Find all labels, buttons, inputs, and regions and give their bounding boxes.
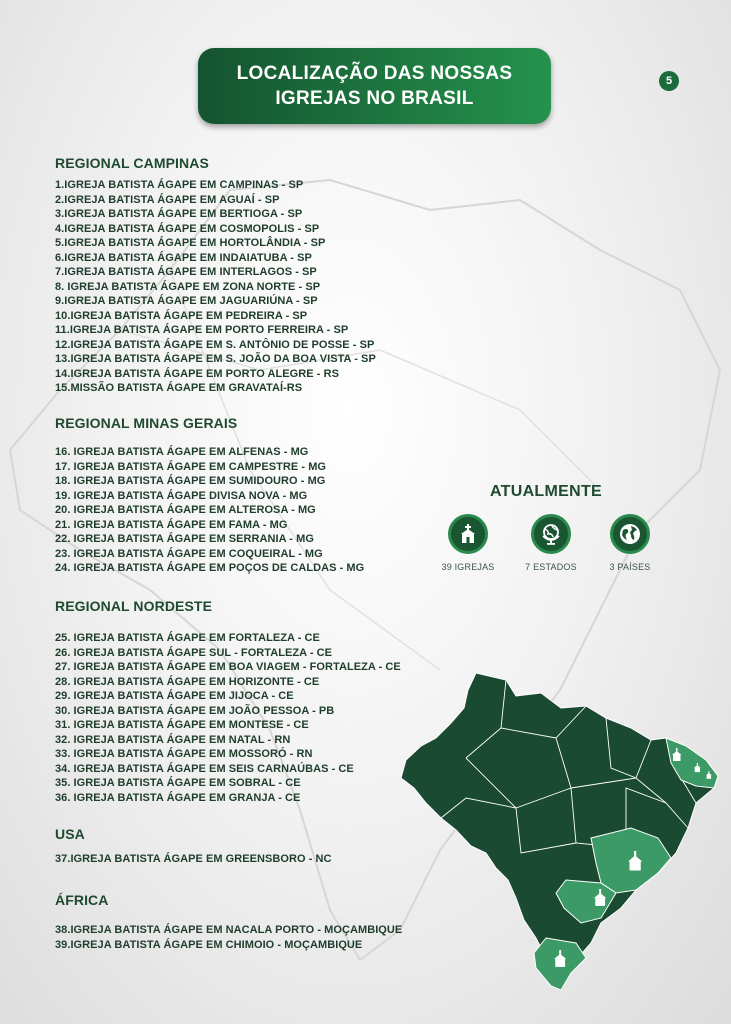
list-item: 14.IGREJA BATISTA ÁGAPE EM PORTO ALEGRE - RS <box>55 367 339 380</box>
list-item: 20. IGREJA BATISTA ÁGAPE EM ALTEROSA - MG <box>55 504 316 516</box>
list-item: 24. IGREJA BATISTA ÁGAPE EM POÇOS DE CALDAS - MG <box>55 562 365 574</box>
list-item: 37.IGREJA BATISTA ÁGAPE EM GREENSBORO - NC <box>55 853 332 865</box>
list-item: 11.IGREJA BATISTA ÁGAPE EM PORTO FERREIRA - SP <box>55 324 349 336</box>
stat-states-label: 7 ESTADOS <box>525 562 577 572</box>
page-title-line-1: LOCALIZAÇÃO DAS NOSSAS <box>236 63 513 84</box>
stat-states <box>511 514 591 572</box>
list-item: 6.IGREJA BATISTA ÁGAPE EM INDAIATUBA - SP <box>55 251 312 264</box>
list-item: 2.IGREJA BATISTA ÁGAPE EM AGUAÍ - SP <box>55 193 280 206</box>
list-item: 3.IGREJA BATISTA ÁGAPE EM BERTIOGA - SP <box>55 208 303 220</box>
earth-icon <box>610 514 650 554</box>
list-item: 26. IGREJA BATISTA ÁGAPE SUL - FORTALEZA - CE <box>55 646 333 659</box>
list-item: 10.IGREJA BATISTA ÁGAPE EM PEDREIRA - SP <box>55 309 308 322</box>
section-title-minas-gerais: REGIONAL MINAS GERAIS <box>55 415 238 431</box>
list-item: 28. IGREJA BATISTA ÁGAPE EM HORIZONTE - CE <box>55 675 320 688</box>
section-title-usa: USA <box>55 826 85 842</box>
church-icon <box>448 514 488 554</box>
list-item: 22. IGREJA BATISTA ÁGAPE EM SERRANIA - MG <box>55 533 314 545</box>
list-item: 31. IGREJA BATISTA ÁGAPE EM MONTESE - CE <box>55 719 309 731</box>
list-item: 18. IGREJA BATISTA ÁGAPE EM SUMIDOURO - MG <box>55 475 326 487</box>
stat-countries-label: 3 PAÍSES <box>609 562 651 572</box>
brazil-states-dark <box>401 673 718 973</box>
list-item: 38.IGREJA BATISTA ÁGAPE EM NACALA PORTO - MOÇAMBIQUE <box>55 924 403 936</box>
list-item: 5.IGREJA BATISTA ÁGAPE EM HORTOLÂNDIA - SP <box>55 237 326 249</box>
page-title-banner <box>198 48 551 124</box>
stat-churches <box>428 514 508 572</box>
globe-stand-icon <box>531 514 571 554</box>
page-title-line-2: IGREJAS NO BRASIL <box>275 88 474 109</box>
list-item: 33. IGREJA BATISTA ÁGAPE EM MOSSORÓ - RN <box>55 748 313 760</box>
brazil-map <box>396 668 726 998</box>
list-item: 32. IGREJA BATISTA ÁGAPE EM NATAL - RN <box>55 733 291 746</box>
list-item: 19. IGREJA BATISTA ÁGAPE DIVISA NOVA - MG <box>55 489 308 502</box>
list-item: 1.IGREJA BATISTA ÁGAPE EM CAMPINAS - SP <box>55 179 304 191</box>
section-title-africa: ÁFRICA <box>55 892 109 908</box>
list-item: 29. IGREJA BATISTA ÁGAPE EM JIJOCA - CE <box>55 690 294 702</box>
list-item: 12.IGREJA BATISTA ÁGAPE EM S. ANTÔNIO DE POSSE - SP <box>55 338 375 351</box>
list-item: 36. IGREJA BATISTA ÁGAPE EM GRANJA - CE <box>55 791 301 804</box>
section-title-campinas: REGIONAL CAMPINAS <box>55 155 209 171</box>
list-item: 23. IGREJA BATISTA ÁGAPE EM COQUEIRAL - MG <box>55 547 323 560</box>
list-item: 15.MISSÃO BATISTA ÁGAPE EM GRAVATAÍ-RS <box>55 382 303 394</box>
section-title-nordeste: REGIONAL NORDESTE <box>55 598 213 614</box>
list-item: 27. IGREJA BATISTA ÁGAPE EM BOA VIAGEM - FORTALEZA - CE <box>55 661 401 673</box>
list-africa <box>55 923 402 952</box>
stat-churches-label: 39 IGREJAS <box>441 562 495 572</box>
list-usa <box>55 852 332 867</box>
list-item: 35. IGREJA BATISTA ÁGAPE EM SOBRAL - CE <box>55 777 301 789</box>
list-item: 21. IGREJA BATISTA ÁGAPE EM FAMA - MG <box>55 518 288 531</box>
page-number-badge: 5 <box>659 71 679 91</box>
list-item: 17. IGREJA BATISTA ÁGAPE EM CAMPESTRE - MG <box>55 460 327 473</box>
atualmente-title: ATUALMENTE <box>489 483 603 500</box>
list-item: 8. IGREJA BATISTA ÁGAPE EM ZONA NORTE - SP <box>55 280 321 293</box>
list-item: 16. IGREJA BATISTA ÁGAPE EM ALFENAS - MG <box>55 446 309 458</box>
list-item: 13.IGREJA BATISTA ÁGAPE EM S. JOÃO DA BOA VISTA - SP <box>55 353 376 365</box>
list-campinas <box>55 178 376 396</box>
list-minas-gerais <box>55 445 364 576</box>
list-item: 34. IGREJA BATISTA ÁGAPE EM SEIS CARNAÚBAS - CE <box>55 762 354 775</box>
list-item: 39.IGREJA BATISTA ÁGAPE EM CHIMOIO - MOÇAMBIQUE <box>55 938 363 951</box>
list-item: 4.IGREJA BATISTA ÁGAPE EM COSMOPOLIS - SP <box>55 222 320 235</box>
list-item: 7.IGREJA BATISTA ÁGAPE EM INTERLAGOS - SP <box>55 266 317 278</box>
stat-countries <box>590 514 670 572</box>
list-nordeste <box>55 631 401 805</box>
list-item: 30. IGREJA BATISTA ÁGAPE EM JOÃO PESSOA - PB <box>55 704 335 717</box>
list-item: 9.IGREJA BATISTA ÁGAPE EM JAGUARIÚNA - SP <box>55 295 318 307</box>
list-item: 25. IGREJA BATISTA ÁGAPE EM FORTALEZA - CE <box>55 632 320 644</box>
